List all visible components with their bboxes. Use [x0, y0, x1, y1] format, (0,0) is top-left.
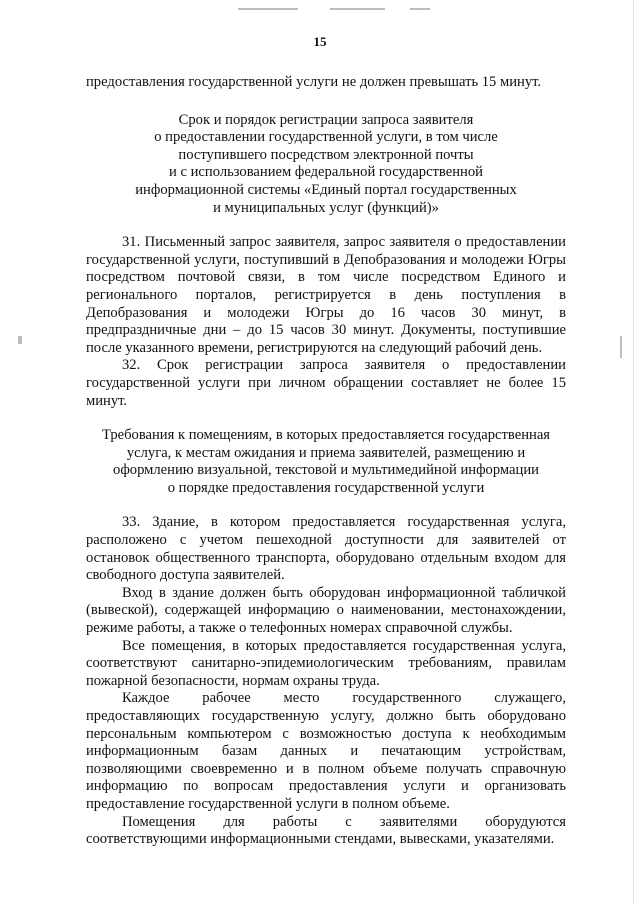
paragraph-33-premises: Все помещения, в которых предоставляется государственная услуга, соответствуют санитарно-эпидемиологическим требованиям, правилам пожарной безопасности, нормам охраны труда.	[86, 637, 566, 689]
paragraph-32: 32. Срок регистрации запроса заявителя о предоставлении государственной услуги при личном обращении составляет не более 15 минут.	[86, 357, 566, 409]
heading-line: и муниципальных услуг (функций)»	[213, 199, 439, 216]
section-heading-registration	[86, 112, 566, 218]
scan-noise	[18, 336, 22, 344]
page-number: 15	[313, 34, 327, 49]
scan-noise	[410, 8, 430, 10]
document-body	[86, 74, 566, 849]
heading-line: информационной системы «Единый портал государственных	[135, 181, 517, 198]
paragraph-31: 31. Письменный запрос заявителя, запрос заявителя о предоставлении государственной услуги, поступивший в Депобразования и молодежи Югры посредством почтовой связи, в том числе посредством Единого и регионального порталов, регистрируется в день поступления в Депобразования и молодежи Югры до 16 часов 30 минут, в предпраздничные дни – до 15 часов 30 минут. Документы, поступившие после указанного времени, регистрируются на следующий рабочий день.	[86, 234, 566, 356]
heading-line: Требования к помещениям, в которых предоставляется государственная	[101, 427, 551, 444]
heading-line: о порядке предоставления государственной услуги	[167, 479, 485, 496]
heading-line: и с использованием федеральной государственной	[169, 164, 483, 181]
scan-noise	[238, 8, 298, 10]
scan-noise	[620, 336, 622, 358]
section-heading-premises	[86, 427, 566, 497]
paragraph-33-entrance: Вход в здание должен быть оборудован информационной табличкой (вывеской), содержащей информацию о наименовании, местонахождении, режиме работы, а также о телефонных номерах справочной службы.	[86, 584, 566, 637]
paragraph-33-workplace: Каждое рабочее место государственного служащего, предоставляющих государственную услугу, должно быть оборудовано персональным компьютером с возможностью доступа к необходимым информационным базам данных и печатающим устройствам, позволяющими своевременно и в полном объеме получать справочную информацию по вопросам предоставления услуги и организовать предоставление государственной услуги в полном объеме.	[86, 690, 566, 812]
scan-edge	[633, 0, 634, 905]
heading-line: Срок и порядок регистрации запроса заявителя	[178, 111, 474, 128]
heading-line: о предоставлении государственной услуги, в том числе	[154, 129, 498, 146]
paragraph-33: 33. Здание, в котором предоставляется государственная услуга, расположено с учетом пешеходной доступности для заявителей от остановок общественного транспорта, оборудовано отдельным входом для свободного доступа заявителей.	[86, 514, 566, 584]
heading-line: оформлению визуальной, текстовой и мультимедийной информации	[113, 462, 539, 479]
paragraph-33-stands: Помещения для работы с заявителями оборудуются соответствующими информационными стендами, вывесками, указателями.	[86, 813, 566, 848]
continuation-text: предоставления государственной услуги не должен превышать 15 минут.	[86, 74, 542, 90]
heading-line: услуга, к местам ожидания и приема заявителей, размещению и	[126, 444, 526, 461]
heading-line: поступившего посредством электронной почты	[178, 146, 474, 163]
scan-noise	[330, 8, 385, 10]
